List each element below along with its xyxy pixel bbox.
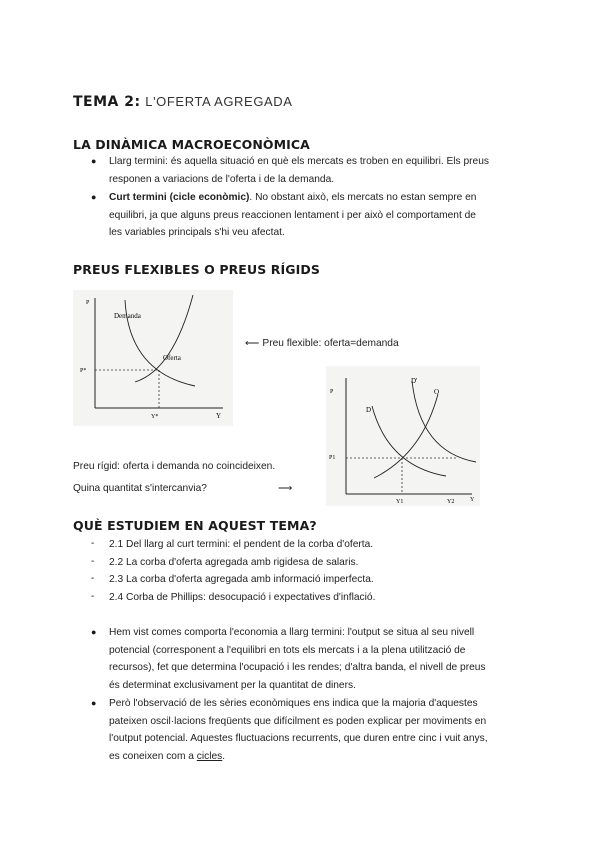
label-o: O — [434, 388, 440, 396]
label-y1: Y1 — [396, 499, 404, 505]
graph-flexible-prices — [73, 290, 233, 426]
text-line: recursos), fet que determina l'ocupació i les rendes; d'altra banda, el nivell de preus — [109, 662, 486, 673]
text-fragment: . No obstant això, els mercats no estan sempre en — [249, 192, 477, 203]
label-pstar: P* — [80, 368, 87, 374]
text-line — [109, 748, 488, 766]
text-line: Hem vist comes comporta l'economia a llarg termini: l'output se situa al seu nivell — [109, 627, 475, 638]
bullet-dot: ● — [91, 192, 97, 202]
dash-marker: - — [91, 573, 95, 584]
dash-marker: - — [91, 538, 95, 549]
axis-label-y: Y — [470, 497, 475, 503]
title-light: L'OFERTA AGREGADA — [145, 94, 293, 109]
text-fragment: . — [222, 750, 226, 762]
section-heading-que-estudiem: QUÈ ESTUDIEM EN AQUEST TEMA? — [73, 518, 317, 533]
text-fragment: es coneixen com a — [109, 750, 197, 762]
axis-label-p: P — [86, 300, 90, 306]
text-line: responen a variacions de l'oferta i de la demanda. — [109, 173, 335, 185]
cicles-link[interactable]: cicles — [196, 750, 223, 762]
text-line: equilibri, ja que alguns preus reaccionen lentament i per això el comportament de — [109, 209, 476, 221]
supply-curve-o — [374, 394, 438, 478]
text-line: pateixen oscil·lacions freqüents que difícilment es poden explicar per moviments en — [109, 715, 487, 727]
label-supply: Oferta — [163, 354, 181, 362]
axis-label-y: Y — [216, 412, 222, 420]
topic-item-1: 2.1 Del llarg al curt termini: el pendent de la corba d'oferta. — [109, 539, 374, 550]
section-heading-preus: PREUS FLEXIBLES O PREUS RÍGIDS — [73, 262, 320, 277]
text-line: és determinat exclusivament per la quantitat de diners. — [109, 679, 356, 691]
topic-item-2: 2.2 La corba d'oferta agregada amb rigidesa de salaris. — [109, 557, 359, 568]
label-d: D — [366, 406, 372, 414]
text-line — [109, 189, 476, 207]
bold-term: Curt termini (cicle econòmic) — [109, 192, 250, 203]
label-y2: Y2 — [447, 499, 455, 505]
label-demand: Demanda — [114, 312, 141, 320]
rigid-arrow: ⟶ — [278, 483, 293, 494]
note-flexible: ⟵ Preu flexible: oferta=demanda — [245, 338, 399, 349]
bullet-curt-termini — [109, 189, 476, 242]
title-bold: TEMA 2: — [73, 94, 141, 110]
text-line: Llarg termini: és aquella situació en què els mercats es troben en equilibri. Els preus — [109, 156, 489, 167]
paragraph-llarg-termini — [109, 624, 486, 694]
page-title — [73, 93, 293, 110]
bullet-dot: ● — [91, 627, 97, 637]
text-line: l'output potencial. Aquestes fluctuacions recurrents, que duren entre cinc i vuit anys, — [109, 733, 488, 744]
demand-curve-d-prime — [412, 381, 476, 462]
topic-item-4: 2.4 Corba de Phillips: desocupació i expectatives d'inflació. — [109, 592, 376, 603]
text-line: potencial (corresponent a l'equilibri en tots els mercats i a la plena utilització de — [109, 644, 466, 656]
paragraph-cicles — [109, 695, 488, 765]
label-p1: P1 — [329, 455, 336, 461]
rigid-line-2: Quina quantitat s'intercanvia? — [73, 483, 207, 494]
dash-marker: - — [91, 556, 95, 567]
text-line: Però l'observació de les sèries econòmiques ens indica que la majoria d'aquestes — [109, 698, 478, 709]
section-heading-dinamica: LA DINÀMICA MACROECONÒMICA — [73, 137, 310, 152]
topic-item-3: 2.3 La corba d'oferta agregada amb informació imperfecta. — [109, 574, 374, 585]
rigid-line-1: Preu rígid: oferta i demanda no coincideixen. — [73, 461, 276, 472]
axis-label-p: P — [330, 389, 334, 395]
supply-curve — [135, 295, 193, 382]
dash-marker: - — [91, 591, 95, 602]
bullet-dot: ● — [91, 156, 97, 166]
text-line: les variables principals s'hi veu afectat. — [109, 227, 285, 238]
bullet-dot: ● — [91, 698, 97, 708]
label-ystar: Y* — [151, 414, 159, 420]
bullet-llarg-termini — [109, 153, 489, 188]
demand-curve-d — [372, 406, 446, 476]
graph-rigid-prices — [326, 366, 480, 506]
label-d-prime: D' — [411, 377, 418, 385]
